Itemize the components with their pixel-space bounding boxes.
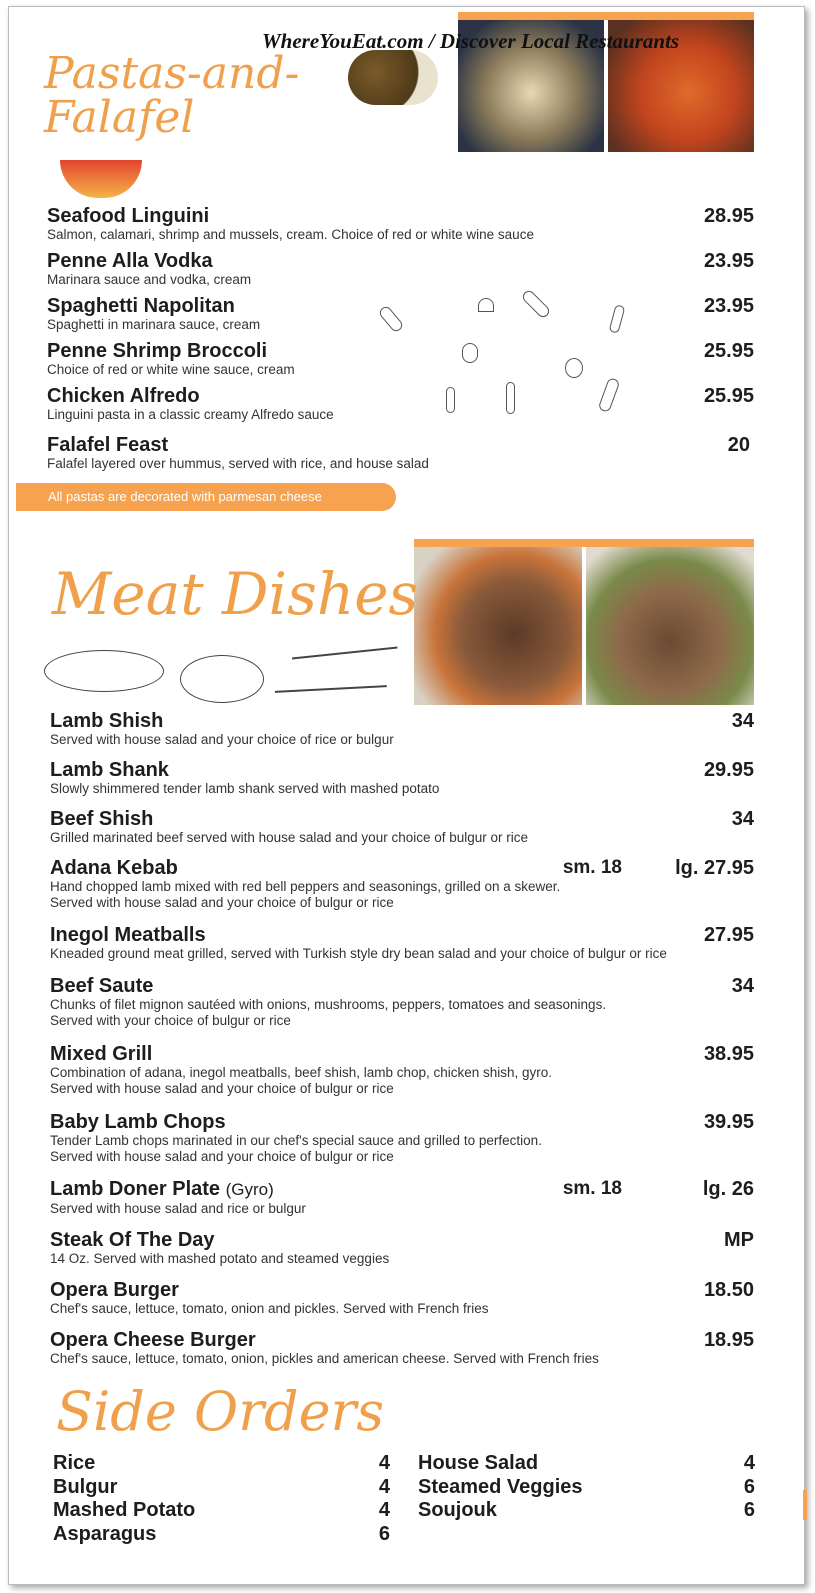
item-price-small: sm. 18 [562, 1178, 622, 1199]
item-price: 23.95 [703, 250, 754, 272]
menu-item [50, 808, 754, 857]
item-description: Combination of adana, inegol meatballs, beef shish, lamb chop, chicken shish, gyro. [50, 1065, 553, 1080]
item-price: 18.50 [703, 1279, 754, 1301]
item-price: 39.95 [703, 1111, 754, 1133]
pasta-shape-icon [565, 358, 583, 378]
item-description: 14 Oz. Served with mashed potato and steamed veggies [50, 1251, 390, 1266]
pasta-note-banner: All pastas are decorated with parmesan cheese [16, 483, 396, 511]
item-name: Opera Cheese Burger [50, 1329, 256, 1351]
side-name: Bulgur [53, 1475, 118, 1498]
item-description-line-2: Served with house salad and your choice of bulgur or rice [50, 895, 394, 910]
item-description-line-2: Served with house salad and your choice of bulgur or rice [50, 1149, 394, 1164]
item-name: Baby Lamb Chops [50, 1111, 226, 1133]
side-price: 6 [378, 1522, 390, 1545]
item-name: Spaghetti Napolitan [47, 295, 235, 317]
item-name: Lamb Shank [50, 759, 169, 781]
side-name: Soujouk [418, 1499, 497, 1521]
pasta-shape-icon [478, 298, 494, 312]
rice-plate-illustration [180, 655, 264, 703]
item-description-line-2: Served with house salad and your choice of bulgur or rice [50, 1081, 394, 1096]
menu-item [50, 1229, 754, 1279]
side-item [53, 1476, 390, 1500]
item-price-large: lg. 27.95 [675, 857, 754, 879]
kebab-plate-illustration [44, 650, 164, 692]
pasta-menu-list [47, 205, 754, 479]
item-price: 25.95 [703, 385, 754, 407]
item-description: Kneaded ground meat grilled, served with Turkish style dry bean salad and your choice of bulgur or rice [50, 946, 667, 961]
menu-item [47, 434, 754, 479]
side-item [53, 1499, 390, 1523]
side-name: Asparagus [53, 1522, 157, 1545]
item-price: 20 [727, 434, 750, 456]
menu-item [47, 250, 754, 295]
side-name: House Salad [418, 1452, 539, 1474]
item-name-sub: (Gyro) [225, 1180, 274, 1199]
side-name: Rice [53, 1452, 96, 1474]
menu-item [50, 975, 754, 1043]
meat-menu-list [50, 710, 754, 1378]
side-price: 4 [378, 1452, 390, 1474]
item-price: 29.95 [703, 759, 754, 781]
side-item [53, 1523, 390, 1547]
sides-list-left [53, 1452, 390, 1546]
pasta-shape-icon [446, 387, 455, 413]
item-name: Penne Shrimp Broccoli [47, 340, 268, 362]
side-name: Mashed Potato [53, 1499, 196, 1521]
item-name: Lamb Doner Plate [50, 1178, 221, 1200]
item-price: 25.95 [703, 340, 754, 362]
item-description: Chef's sauce, lettuce, tomato, onion, pickles and american cheese. Served with French fries [50, 1351, 599, 1366]
item-price: 34 [731, 808, 754, 830]
menu-item [50, 1279, 754, 1329]
side-price: 4 [743, 1452, 755, 1474]
site-watermark: WhereYouEat.com / Discover Local Restaurants [262, 29, 680, 53]
item-price-large: lg. 26 [702, 1178, 754, 1200]
meat-section-title: Meat Dishes [52, 560, 419, 628]
side-item [418, 1476, 755, 1500]
item-price: 34 [731, 975, 754, 997]
menu-item [50, 1178, 754, 1229]
menu-item [50, 1111, 754, 1178]
menu-item [50, 1043, 754, 1111]
item-description: Marinara sauce and vodka, cream [47, 272, 252, 287]
side-name: Steamed Veggies [418, 1475, 583, 1498]
pasta-section-title: Pastas-and-Falafel [44, 48, 300, 143]
sides-list-right [418, 1452, 755, 1523]
item-price-small: sm. 18 [562, 857, 622, 878]
menu-item [50, 710, 754, 759]
side-price: 4 [378, 1475, 390, 1498]
item-price: MP [724, 1229, 754, 1251]
item-description: Hand chopped lamb mixed with red bell peppers and seasonings, grilled on a skewer. [50, 879, 561, 894]
item-price: 34 [731, 710, 754, 732]
item-description: Served with house salad and your choice of rice or bulgur [50, 732, 394, 747]
item-description: Falafel layered over hummus, served with rice, and house salad [47, 456, 429, 471]
falafel-illustration [348, 50, 438, 105]
sides-section-title: Side Orders [56, 1380, 385, 1443]
item-name: Penne Alla Vodka [47, 250, 213, 272]
item-description: Tender Lamb chops marinated in our chef's special sauce and grilled to perfection. [50, 1133, 542, 1148]
side-price: 6 [743, 1499, 755, 1521]
side-item [53, 1452, 390, 1476]
meat-photo [414, 539, 754, 705]
item-price: 28.95 [703, 205, 754, 227]
item-name: Adana Kebab [50, 857, 178, 879]
menu-item [50, 759, 754, 808]
item-description: Salmon, calamari, shrimp and mussels, cream. Choice of red or white wine sauce [47, 227, 534, 242]
menu-item [47, 295, 754, 340]
menu-item [50, 857, 754, 924]
side-item [418, 1499, 755, 1523]
item-name: Beef Saute [50, 975, 154, 997]
item-description: Slowly shimmered tender lamb shank served with mashed potato [50, 781, 440, 796]
menu-item [47, 340, 754, 385]
menu-item [50, 924, 754, 975]
item-description: Chunks of filet mignon sautéed with onions, mushrooms, peppers, tomatoes and seasonings. [50, 997, 607, 1012]
menu-item [50, 1329, 754, 1378]
item-price: 23.95 [703, 295, 754, 317]
item-description: Spaghetti in marinara sauce, cream [47, 317, 261, 332]
item-name: Chicken Alfredo [47, 385, 200, 407]
item-name: Beef Shish [50, 808, 154, 830]
item-description: Served with house salad and rice or bulgur [50, 1201, 306, 1216]
pasta-shape-icon [462, 343, 478, 363]
item-price: 27.95 [703, 924, 754, 946]
item-description: Chef's sauce, lettuce, tomato, onion and pickles. Served with French fries [50, 1301, 489, 1316]
item-description: Choice of red or white wine sauce, cream [47, 362, 295, 377]
item-price: 18.95 [703, 1329, 754, 1351]
side-price: 6 [743, 1475, 755, 1498]
menu-item [47, 385, 754, 434]
item-description: Linguini pasta in a classic creamy Alfredo sauce [47, 407, 334, 422]
item-name: Mixed Grill [50, 1043, 153, 1065]
item-description: Grilled marinated beef served with house salad and your choice of bulgur or rice [50, 830, 529, 845]
item-price: 38.95 [703, 1043, 754, 1065]
item-name: Opera Burger [50, 1279, 179, 1301]
pasta-shape-icon [506, 382, 515, 414]
item-name: Seafood Linguini [47, 205, 210, 227]
edge-accent-stripe [803, 1490, 807, 1520]
side-price: 4 [378, 1499, 390, 1521]
menu-item [47, 205, 754, 250]
item-description-line-2: Served with your choice of bulgur or rice [50, 1013, 291, 1028]
item-name: Falafel Feast [47, 434, 169, 456]
item-name: Lamb Shish [50, 710, 164, 732]
item-name: Steak Of The Day [50, 1229, 215, 1251]
side-item [418, 1452, 755, 1476]
item-name: Inegol Meatballs [50, 924, 206, 946]
